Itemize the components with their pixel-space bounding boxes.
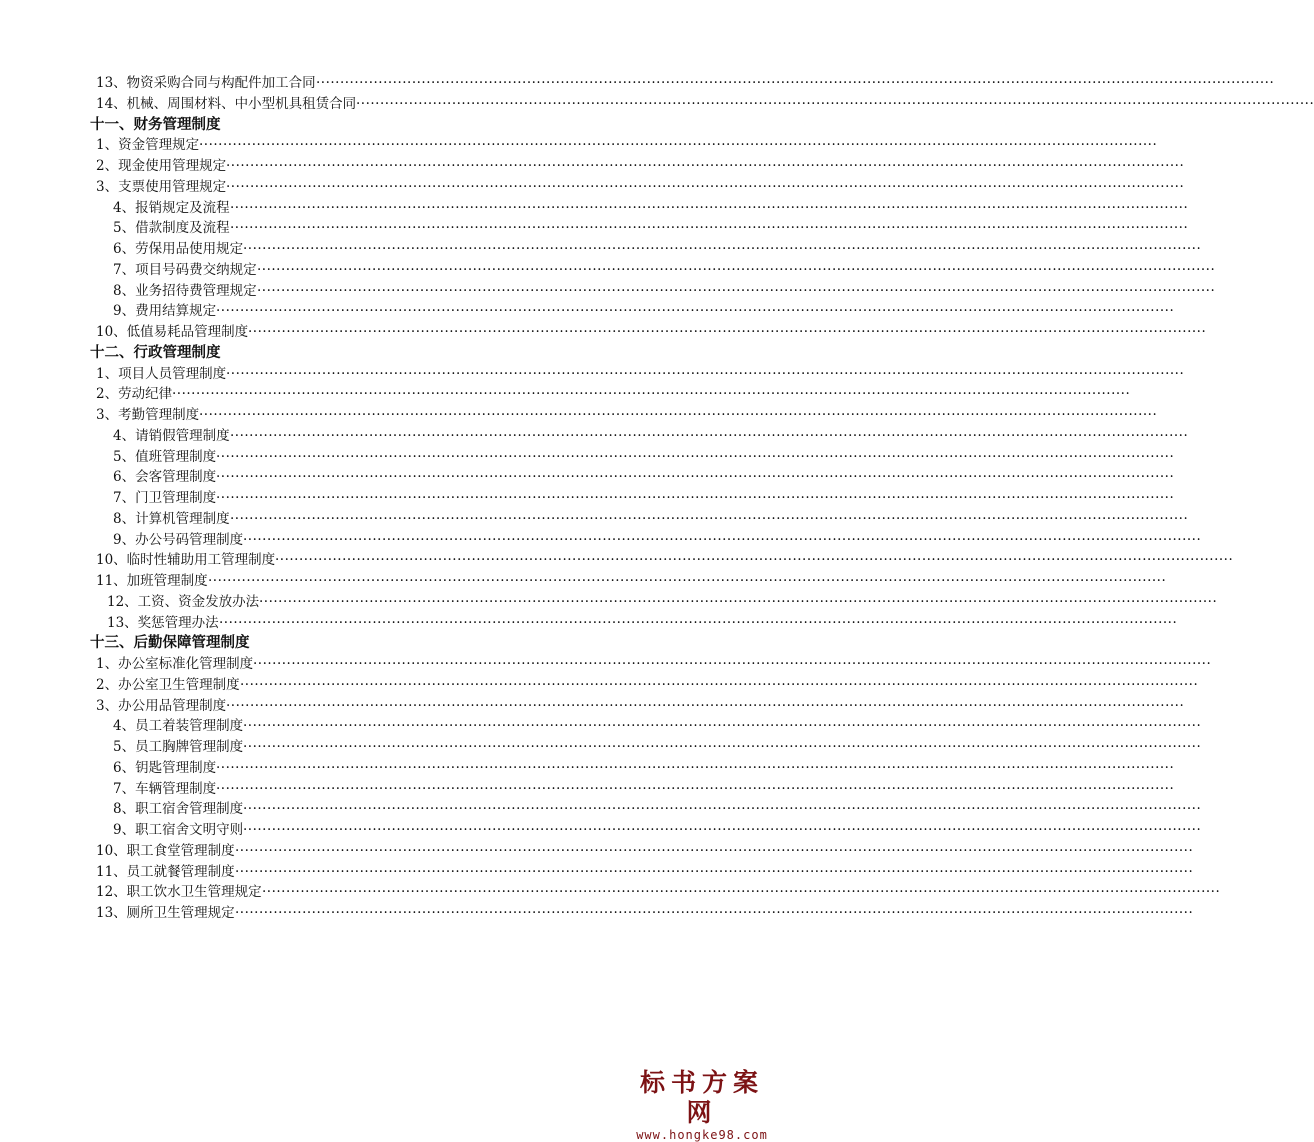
watermark-url: www.hongke98.com	[636, 1128, 768, 1142]
toc-leader-dots: ········································································································································································································	[257, 282, 1216, 299]
toc-entry-title: 6、钥匙管理制度	[113, 759, 217, 776]
toc-leader-dots: ········································································································································································································	[235, 863, 1194, 880]
toc-entry	[0, 571, 1167, 592]
toc-entry-title: 1、项目人员管理制度	[96, 365, 227, 382]
toc-entry-title: 7、车辆管理制度	[113, 780, 217, 797]
toc-entry-title: 4、请销假管理制度	[113, 427, 230, 444]
toc-leader-dots: ········································································································································································································	[172, 386, 1131, 403]
toc-leader-dots: ········································································································································································································	[253, 656, 1212, 672]
toc-entry-title: 3、考勤管理制度	[96, 407, 200, 423]
toc-leader-dots: ········································································································································································································	[230, 199, 1189, 216]
toc-leader-dots: ········································································································································································································	[219, 614, 1178, 631]
toc-entry	[0, 509, 1189, 530]
toc-leader-dots: ········································································································································································································	[243, 241, 1202, 257]
toc-entry	[0, 737, 1202, 758]
toc-entry-title: 9、办公号码管理制度	[113, 531, 244, 548]
toc-entry	[0, 696, 1185, 717]
toc-entry	[0, 779, 1175, 800]
toc-entry-title: 9、费用结算规定	[113, 303, 217, 320]
toc-entry	[0, 218, 1189, 239]
toc-entry-title: 11、员工就餐管理制度	[96, 863, 235, 880]
toc-leader-dots: ········································································································································································································	[226, 697, 1185, 714]
toc-entry	[0, 177, 1185, 198]
toc-entry-title: 2、现金使用管理规定	[96, 158, 227, 174]
toc-entry-title: 8、业务招待费管理规定	[113, 282, 257, 299]
toc-entry-title: 9、职工宿舍文明守则	[113, 822, 244, 838]
toc-entry	[0, 156, 1185, 177]
toc-entry-title: 3、支票使用管理规定	[96, 178, 227, 195]
toc-entry-title: 10、低值易耗品管理制度	[96, 324, 249, 340]
toc-leader-dots: ········································································································································································································	[243, 531, 1202, 548]
toc-entry	[0, 488, 1175, 509]
toc-entry	[0, 862, 1194, 883]
toc-entry	[0, 322, 1207, 343]
toc-entry-title: 10、职工食堂管理制度	[96, 842, 235, 859]
toc-entry	[0, 820, 1202, 841]
toc-entry	[0, 758, 1175, 779]
toc-entry	[0, 675, 1199, 696]
table-of-contents	[0, 73, 1314, 924]
toc-entry-title: 2、办公室卫生管理制度	[96, 676, 240, 693]
toc-entry	[0, 467, 1175, 488]
toc-entry	[0, 405, 1158, 426]
toc-entry	[0, 654, 1212, 675]
toc-entry	[0, 716, 1202, 737]
toc-entry-title: 4、员工着装管理制度	[113, 718, 244, 735]
toc-entry-title: 4、报销规定及流程	[113, 199, 230, 216]
toc-entry	[0, 239, 1202, 260]
toc-entry-title: 12、工资、资金发放办法	[107, 593, 260, 610]
toc-entry	[0, 198, 1189, 219]
toc-entry	[0, 135, 1158, 156]
toc-leader-dots: ········································································································································································································	[199, 137, 1158, 154]
toc-leader-dots: ········································································································································································································	[257, 261, 1216, 278]
toc-entry-title: 7、门卫管理制度	[113, 490, 217, 506]
toc-section-title: 十二、行政管理制度	[90, 343, 221, 361]
toc-leader-dots: ········································································································································································································	[243, 822, 1202, 838]
toc-leader-dots: ········································································································································································································	[226, 158, 1185, 174]
toc-leader-dots: ········································································································································································································	[316, 75, 1275, 91]
toc-section-title: 十三、后勤保障管理制度	[90, 634, 250, 652]
toc-entry-title: 10、临时性辅助用工管理制度	[96, 552, 276, 569]
toc-leader-dots: ········································································································································································································	[226, 365, 1185, 382]
toc-entry	[0, 73, 1275, 94]
toc-section-heading	[0, 343, 793, 364]
toc-leader-dots: ········································································································································································································	[216, 448, 1175, 465]
toc-leader-dots: ········································································································································································································	[216, 469, 1175, 486]
toc-entry-title: 5、员工胸牌管理制度	[113, 739, 244, 755]
toc-entry	[0, 592, 1218, 613]
toc-entry-title: 5、借款制度及流程	[113, 220, 230, 237]
toc-leader-dots: ········································································································································································································	[208, 573, 1167, 589]
toc-leader-dots: ········································································································································································································	[226, 178, 1185, 195]
toc-leader-dots: ········································································································································································································	[235, 842, 1194, 859]
toc-entry-title: 2、劳动纪律	[96, 386, 173, 403]
toc-entry-title: 13、厕所卫生管理规定	[96, 905, 235, 921]
toc-entry	[0, 841, 1194, 862]
toc-entry-title: 12、职工饮水卫生管理规定	[96, 884, 262, 901]
toc-entry-title: 14、机械、周围材料、中小型机具租赁合同	[96, 95, 357, 112]
toc-section-title: 十一、财务管理制度	[90, 115, 221, 133]
toc-entry	[0, 364, 1185, 385]
toc-entry-title: 8、职工宿舍管理制度	[113, 801, 244, 818]
toc-entry	[0, 613, 1178, 634]
toc-leader-dots: ········································································································································································································	[230, 427, 1189, 444]
toc-section-heading	[0, 633, 793, 654]
toc-leader-dots: ········································································································································································································	[216, 490, 1175, 506]
toc-entry	[0, 882, 1221, 903]
toc-leader-dots: ········································································································································································································	[356, 95, 1314, 112]
toc-leader-dots: ········································································································································································································	[216, 759, 1175, 776]
toc-entry	[0, 94, 1314, 115]
toc-entry-title: 13、物资采购合同与构配件加工合同	[96, 75, 316, 91]
toc-entry-title: 6、会客管理制度	[113, 469, 217, 486]
toc-entry-title: 1、资金管理规定	[96, 137, 200, 154]
toc-entry	[0, 426, 1189, 447]
toc-entry-title: 5、值班管理制度	[113, 448, 217, 465]
toc-leader-dots: ········································································································································································································	[216, 303, 1175, 320]
toc-leader-dots: ········································································································································································································	[243, 739, 1202, 755]
toc-entry	[0, 903, 1194, 924]
toc-leader-dots: ········································································································································································································	[216, 780, 1175, 797]
toc-entry	[0, 530, 1202, 551]
toc-entry	[0, 550, 1234, 571]
toc-leader-dots: ········································································································································································································	[199, 407, 1158, 423]
toc-leader-dots: ········································································································································································································	[259, 593, 1218, 610]
toc-entry	[0, 447, 1175, 468]
watermark-logo	[627, 1068, 777, 1142]
toc-entry-title: 11、加班管理制度	[96, 573, 208, 589]
toc-leader-dots: ········································································································································································································	[243, 801, 1202, 818]
toc-entry-title: 6、劳保用品使用规定	[113, 241, 244, 257]
toc-entry	[0, 799, 1202, 820]
toc-leader-dots: ········································································································································································································	[262, 884, 1221, 901]
toc-entry	[0, 384, 1131, 405]
toc-leader-dots: ········································································································································································································	[275, 552, 1234, 569]
watermark-title: 标书方案网	[639, 1068, 764, 1127]
toc-entry-title: 7、项目号码费交纳规定	[113, 261, 257, 278]
toc-entry-title: 8、计算机管理制度	[113, 510, 230, 527]
toc-leader-dots: ········································································································································································································	[240, 676, 1199, 693]
toc-entry-title: 13、奖惩管理办法	[107, 614, 219, 631]
toc-entry-title: 1、办公室标准化管理制度	[96, 656, 254, 672]
toc-leader-dots: ········································································································································································································	[243, 718, 1202, 735]
toc-leader-dots: ········································································································································································································	[235, 905, 1194, 921]
toc-leader-dots: ········································································································································································································	[248, 324, 1207, 340]
toc-leader-dots: ········································································································································································································	[230, 220, 1189, 237]
toc-entry	[0, 301, 1175, 322]
toc-entry	[0, 260, 1216, 281]
toc-entry	[0, 281, 1216, 302]
toc-section-heading	[0, 115, 793, 136]
toc-entry-title: 3、办公用品管理制度	[96, 697, 227, 714]
toc-leader-dots: ········································································································································································································	[230, 510, 1189, 527]
